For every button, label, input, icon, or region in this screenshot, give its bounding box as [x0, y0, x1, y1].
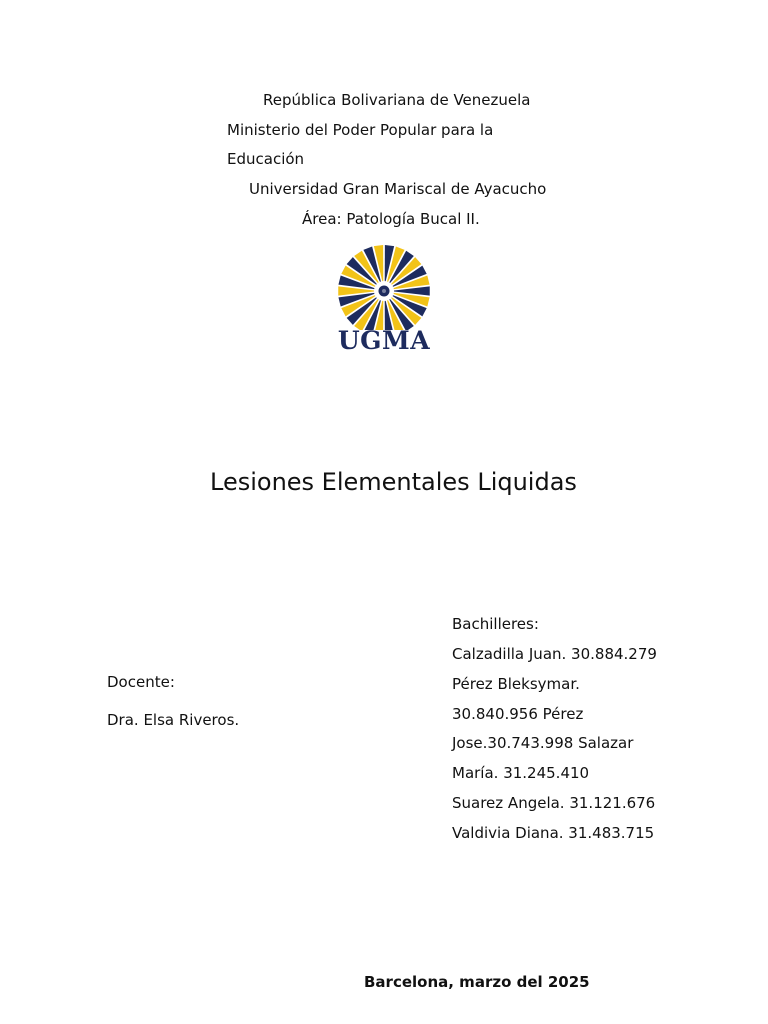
student-line: Calzadilla Juan. 30.884.279: [452, 645, 657, 663]
teacher-name: Dra. Elsa Riveros.: [107, 711, 240, 729]
document-title: Lesiones Elementales Liquidas: [210, 468, 577, 496]
footer-place-date: Barcelona, marzo del 2025: [364, 973, 590, 991]
ministry-line-1: Ministerio del Poder Popular para la: [227, 121, 494, 139]
ministry-line-2: Educación: [227, 150, 305, 168]
university-line: Universidad Gran Mariscal de Ayacucho: [249, 180, 547, 198]
republic-line: República Bolivariana de Venezuela: [263, 91, 531, 109]
student-line: Jose.30.743.998 Salazar: [452, 734, 634, 752]
student-line: Pérez Bleksymar.: [452, 675, 580, 693]
logo-wordmark: UGMA: [337, 326, 431, 355]
student-line: María. 31.245.410: [452, 764, 590, 782]
student-line: 30.840.956 Pérez: [452, 705, 584, 723]
ugma-emblem-icon: [330, 238, 438, 330]
student-line: Suarez Angela. 31.121.676: [452, 794, 656, 812]
area-line: Área: Patología Bucal II.: [302, 210, 480, 228]
student-line: Valdivia Diana. 31.483.715: [452, 824, 655, 842]
students-label: Bachilleres:: [452, 615, 539, 633]
ugma-logo: [330, 238, 438, 358]
teacher-label: Docente:: [107, 673, 175, 691]
